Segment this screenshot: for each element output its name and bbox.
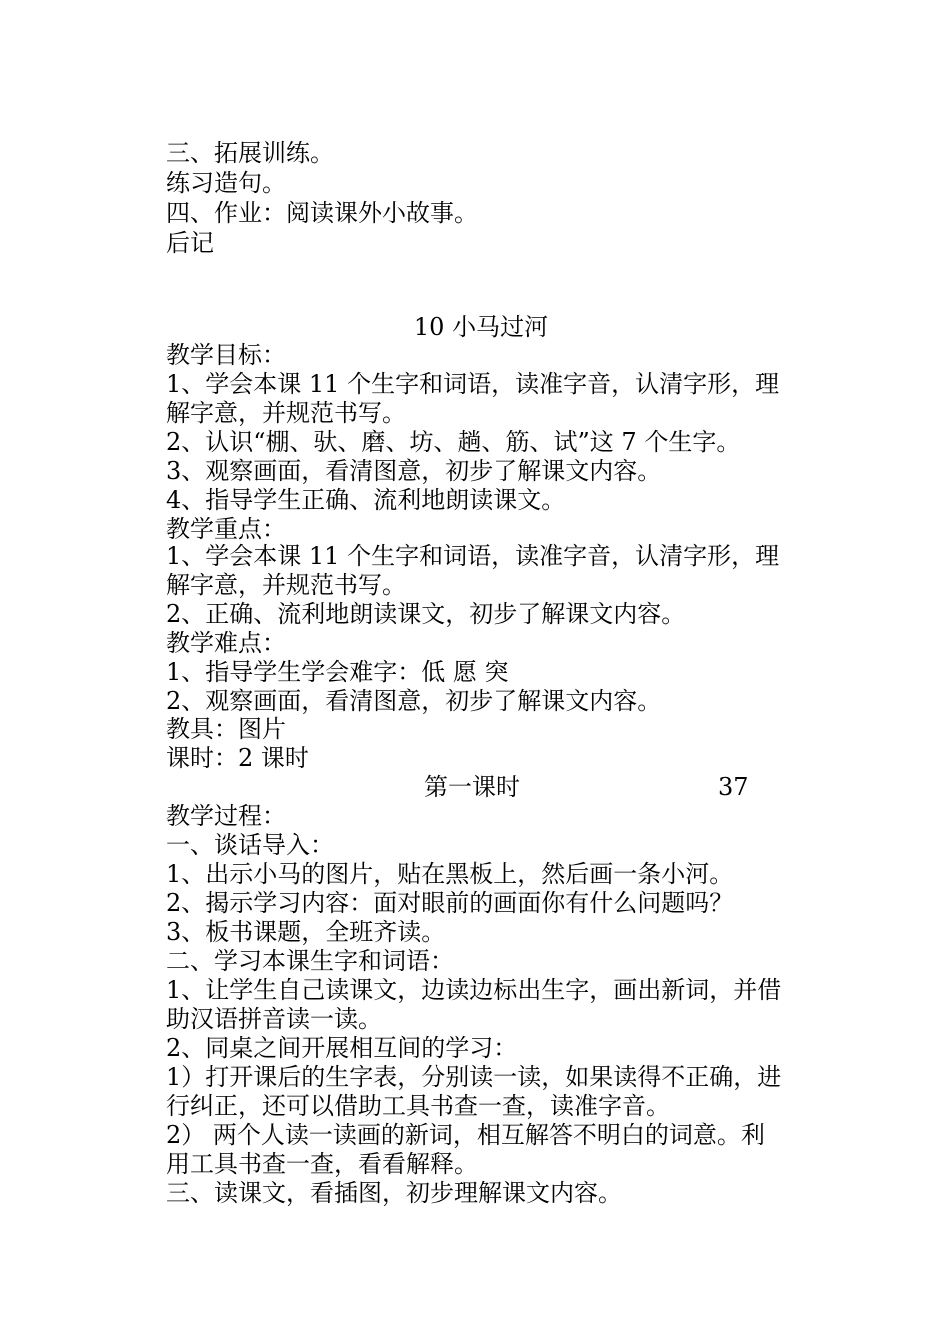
text-line: 二、学习本课生字和词语： [166,947,454,975]
text-line: 行纠正，还可以借助工具书查一查，读准字音。 [166,1092,670,1120]
text-line: 1、学会本课 11 个生字和词语，读准字音，认清字形，理 [166,370,780,398]
text-line: 后记 [166,229,214,257]
section-heading: 教学难点： [166,629,286,657]
text-line: 3、板书课题，全班齐读。 [166,918,446,946]
text-line: 用工具书查一查，看看解释。 [166,1150,478,1178]
section-heading: 教学过程： [166,802,286,830]
text-line: 助汉语拼音读一读。 [166,1005,382,1033]
text-line: 3、观察画面，看清图意，初步了解课文内容。 [166,457,662,485]
session-title: 第一课时 [424,773,520,801]
text-line: 四、作业：阅读课外小故事。 [166,199,478,227]
text-line: 2、认识“棚、驮、磨、坊、趟、筋、试”这 7 个生字。 [166,428,741,456]
text-line: 1、出示小马的图片，贴在黑板上，然后画一条小河。 [166,860,734,888]
text-line: 1）打开课后的生字表，分别读一读，如果读得不正确，进 [166,1063,782,1091]
text-line: 2、揭示学习内容：面对眼前的画面你有什么问题吗？ [166,889,734,917]
lesson-title: 10 小马过河 [413,313,549,341]
text-line: 2） 两个人读一读画的新词，相互解答不明白的词意。利 [166,1121,765,1149]
tools-line: 教具：图片 [166,715,286,743]
text-line: 2、正确、流利地朗读课文，初步了解课文内容。 [166,600,686,628]
text-line: 一、谈话导入： [166,831,334,859]
section-heading: 教学重点： [166,515,286,543]
section-heading: 教学目标： [166,341,286,369]
text-line: 4、指导学生正确、流利地朗读课文。 [166,486,566,514]
periods-line: 课时：2 课时 [166,744,309,772]
text-line: 2、观察画面，看清图意，初步了解课文内容。 [166,687,662,715]
text-line: 解字意，并规范书写。 [166,571,406,599]
text-line: 1、让学生自己读课文，边读边标出生字，画出新词，并借 [166,976,782,1004]
text-line: 1、学会本课 11 个生字和词语，读准字音，认清字形，理 [166,542,780,570]
text-line: 三、拓展训练。 [166,139,334,167]
text-line: 解字意，并规范书写。 [166,399,406,427]
text-line: 1、指导学生学会难字：低 愿 突 [166,658,509,686]
text-line: 三、读课文，看插图，初步理解课文内容。 [166,1179,622,1207]
text-line: 2、同桌之间开展相互间的学习： [166,1034,518,1062]
text-line: 练习造句。 [166,169,286,197]
page-number: 37 [718,773,749,801]
